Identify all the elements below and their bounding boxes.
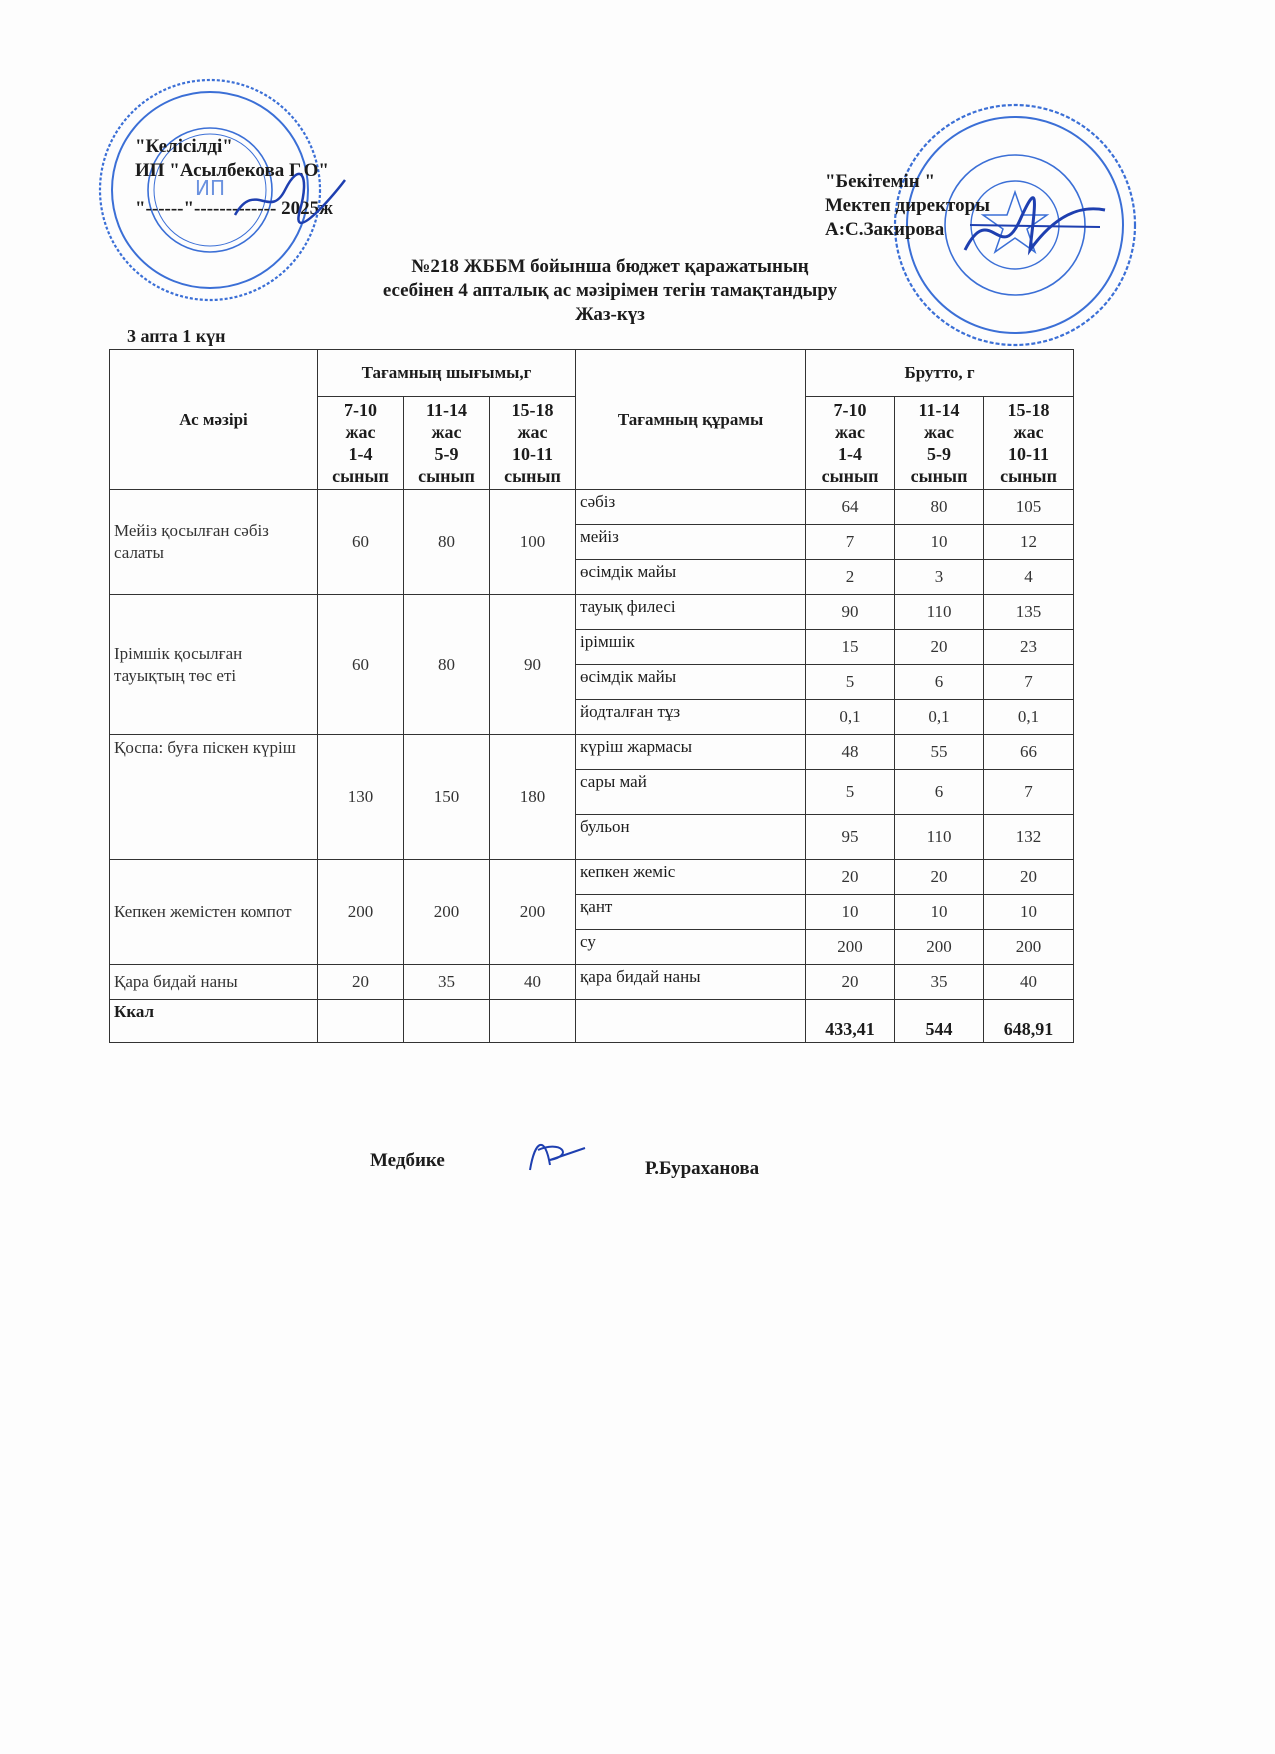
brutto-value: 0,1 <box>984 700 1074 735</box>
brutto-value: 132 <box>984 815 1074 860</box>
svg-text:ИП: ИП <box>195 176 225 200</box>
ingredient-name: су <box>576 930 806 965</box>
brutto-value: 20 <box>895 860 984 895</box>
brutto-value: 20 <box>895 630 984 665</box>
ingredient-name: тауық филесі <box>576 595 806 630</box>
brutto-value: 3 <box>895 560 984 595</box>
brutto-value: 0,1 <box>895 700 984 735</box>
output-value: 20 <box>318 965 404 1000</box>
brutto-value: 10 <box>895 525 984 560</box>
brutto-value: 110 <box>895 815 984 860</box>
ingredient-name: өсімдік майы <box>576 560 806 595</box>
ingredient-name: ірімшік <box>576 630 806 665</box>
output-value: 40 <box>490 965 576 1000</box>
brutto-value: 6 <box>895 665 984 700</box>
dish-name: Мейіз қосылған сәбіз салаты <box>110 490 318 595</box>
output-value: 130 <box>318 735 404 860</box>
brutto-value: 110 <box>895 595 984 630</box>
brutto-value: 2 <box>806 560 895 595</box>
kcal-value: 648,91 <box>984 1000 1074 1043</box>
brutto-value: 90 <box>806 595 895 630</box>
output-value: 180 <box>490 735 576 860</box>
brutto-value: 20 <box>806 860 895 895</box>
brutto-value: 10 <box>895 895 984 930</box>
ingredient-name: бульон <box>576 815 806 860</box>
header-output-age-1: 7-10 жас 1-4 сынып <box>318 397 404 490</box>
nurse-signature <box>520 1130 590 1175</box>
approval-signature <box>960 195 1110 275</box>
brutto-value: 40 <box>984 965 1074 1000</box>
brutto-value: 5 <box>806 665 895 700</box>
kcal-value: 544 <box>895 1000 984 1043</box>
table-row <box>110 735 1074 770</box>
header-brutto-age-2: 11-14 жас 5-9 сынып <box>895 397 984 490</box>
ingredient-name: кепкен жеміс <box>576 860 806 895</box>
ingredient-name: өсімдік майы <box>576 665 806 700</box>
ingredient-name: қант <box>576 895 806 930</box>
brutto-value: 5 <box>806 770 895 815</box>
table-row <box>110 490 1074 525</box>
output-value: 200 <box>318 860 404 965</box>
kcal-value: 433,41 <box>806 1000 895 1043</box>
brutto-value: 20 <box>806 965 895 1000</box>
output-value: 60 <box>318 490 404 595</box>
dish-name: Кепкен жемістен компот <box>110 860 318 965</box>
brutto-value: 66 <box>984 735 1074 770</box>
output-value: 200 <box>490 860 576 965</box>
brutto-value: 105 <box>984 490 1074 525</box>
brutto-value: 200 <box>806 930 895 965</box>
dish-name: Қоспа: буға піскен күріш <box>110 735 318 860</box>
header-output-age-3: 15-18 жас 10-11 сынып <box>490 397 576 490</box>
output-value: 60 <box>318 595 404 735</box>
dish-name: Ірімшік қосылған тауықтың төс еті <box>110 595 318 735</box>
agreement-org: ИП "Асылбекова Г.О" <box>135 160 329 181</box>
agreement-signature <box>230 170 350 230</box>
output-value: 35 <box>404 965 490 1000</box>
brutto-value: 95 <box>806 815 895 860</box>
ingredient-name: йодталған тұз <box>576 700 806 735</box>
brutto-value: 200 <box>984 930 1074 965</box>
brutto-value: 55 <box>895 735 984 770</box>
brutto-value: 10 <box>984 895 1074 930</box>
brutto-value: 7 <box>984 665 1074 700</box>
agreement-date: "------"------------- 2025ж <box>135 198 333 219</box>
output-value: 90 <box>490 595 576 735</box>
output-value: 80 <box>404 490 490 595</box>
brutto-value: 64 <box>806 490 895 525</box>
brutto-value: 200 <box>895 930 984 965</box>
brutto-value: 0,1 <box>806 700 895 735</box>
nurse-role: Медбике <box>370 1150 445 1171</box>
brutto-value: 135 <box>984 595 1074 630</box>
output-value: 100 <box>490 490 576 595</box>
total-row <box>110 1000 1074 1043</box>
output-value: 200 <box>404 860 490 965</box>
document-title <box>300 255 920 327</box>
brutto-value: 12 <box>984 525 1074 560</box>
title-line-2: есебінен 4 апталық ас мәзірімен тегін тамақтандыру <box>382 280 838 301</box>
table-row <box>110 965 1074 1000</box>
brutto-value: 48 <box>806 735 895 770</box>
title-line-1: №218 ЖББМ бойынша бюджет қаражатының <box>411 256 809 277</box>
ingredient-name: сары май <box>576 770 806 815</box>
header-output-age-2: 11-14 жас 5-9 сынып <box>404 397 490 490</box>
ingredient-name: сәбіз <box>576 490 806 525</box>
table-row <box>110 595 1074 630</box>
dish-name: Қара бидай наны <box>110 965 318 1000</box>
approval-name: А:С.Закирова <box>825 219 945 240</box>
brutto-value: 15 <box>806 630 895 665</box>
brutto-value: 7 <box>806 525 895 560</box>
header-composition: Тағамның құрамы <box>576 350 806 490</box>
table-row <box>110 860 1074 895</box>
brutto-value: 4 <box>984 560 1074 595</box>
approval-title: "Бекітемін " <box>825 171 936 192</box>
ingredient-name: қара бидай наны <box>576 965 806 1000</box>
total-label: Ккал <box>110 1000 318 1043</box>
brutto-value: 10 <box>806 895 895 930</box>
agreement-title: "Келісілді" <box>135 136 233 157</box>
title-line-3: Жаз-күз <box>575 304 645 325</box>
header-brutto-age-1: 7-10 жас 1-4 сынып <box>806 397 895 490</box>
menu-table <box>109 349 1074 1043</box>
brutto-value: 35 <box>895 965 984 1000</box>
brutto-value: 20 <box>984 860 1074 895</box>
header-menu: Ас мәзірі <box>110 350 318 490</box>
approval-role: Мектеп директоры <box>825 195 991 216</box>
header-brutto-age-3: 15-18 жас 10-11 сынып <box>984 397 1074 490</box>
brutto-value: 6 <box>895 770 984 815</box>
brutto-value: 7 <box>984 770 1074 815</box>
output-value: 150 <box>404 735 490 860</box>
ingredient-name: мейіз <box>576 525 806 560</box>
brutto-value: 80 <box>895 490 984 525</box>
ingredient-name: күріш жармасы <box>576 735 806 770</box>
header-brutto: Брутто, г <box>806 350 1074 397</box>
brutto-value: 23 <box>984 630 1074 665</box>
nurse-name: Р.Бураханова <box>645 1158 760 1179</box>
day-label: 3 апта 1 күн <box>127 326 226 346</box>
header-output: Тағамның шығымы,г <box>318 350 576 397</box>
output-value: 80 <box>404 595 490 735</box>
